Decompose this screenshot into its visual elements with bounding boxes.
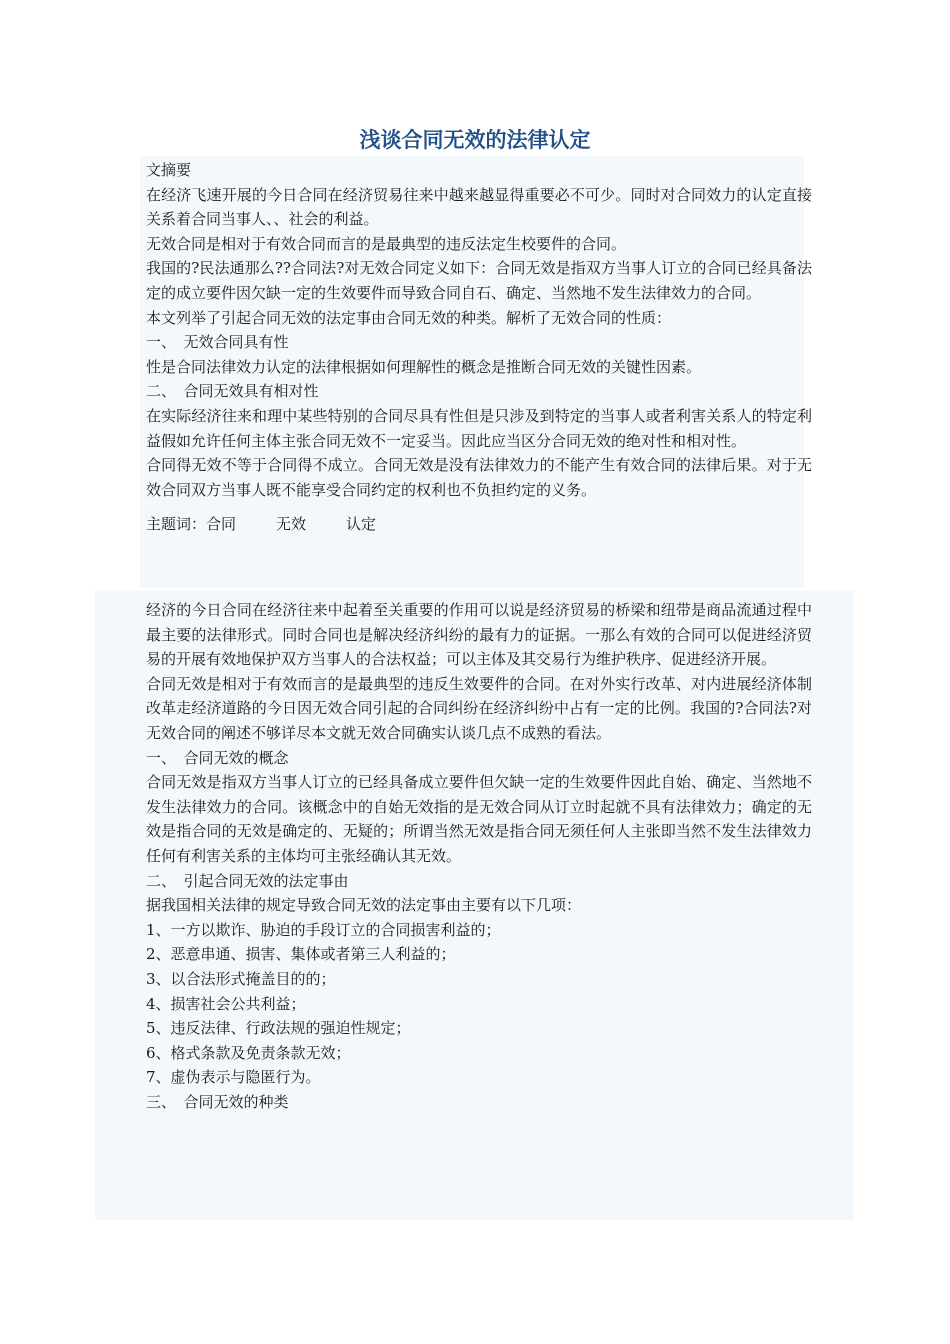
keyword: 合同 — [206, 515, 237, 534]
abstract-paragraph: 性是合同法律效力认定的法律根据如何理解性的概念是推断合同无效的关键性因素。 — [146, 357, 702, 376]
abstract-subheading: 二、 合同无效具有相对性 — [146, 382, 319, 401]
list-item: 1、一方以欺诈、胁迫的手段订立的合同损害利益的； — [146, 920, 501, 939]
body-paragraph: 合同无效是指双方当事人订立的已经具备成立要件但欠缺一定的生效要件因此自始、确定、当然地不发生法律效力的合同。该概念中的自始无效指的是无效合同从订立时起就不具有法律效力；确定的无效是指合同的无效是确定的、无疑的；所谓当然无效是指合同无须任何人主张即当然不发生法律效力任何有利害关系的主体均可主张经确认其无效。 — [146, 773, 812, 865]
abstract-paragraph: 合同得无效不等于合同得不成立。合同无效是没有法律效力的不能产生有效合同的法律后果。对于无效合同双方当事人既不能享受合同约定的权利也不负担约定的义务。 — [146, 456, 812, 499]
keyword: 认定 — [346, 515, 377, 534]
abstract-subheading: 一、 无效合同具有性 — [146, 333, 289, 352]
abstract-paragraph: 无效合同是相对于有效合同而言的是最典型的违反法定生校要件的合同。 — [146, 234, 627, 253]
body-paragraph: 合同无效是相对于有效而言的是最典型的违反生效要件的合同。在对外实行改革、对内进展经济体制改革走经济道路的今日因无效合同引起的合同纠纷在经济纠纷中占有一定的比例。我国的?合同法?对无效合同的阐述不够详尽本文就无效合同确实认谈几点不成熟的看法。 — [146, 674, 812, 742]
list-item: 6、格式条款及免责条款无效； — [146, 1043, 351, 1062]
keyword: 无效 — [276, 515, 307, 534]
abstract-heading: 文摘要 — [146, 161, 192, 179]
document-title: 浅谈合同无效的法律认定 — [359, 128, 591, 152]
body-paragraph: 据我国相关法律的规定导致合同无效的法定事由主要有以下几项： — [146, 896, 582, 915]
abstract-paragraph: 本文列举了引起合同无效的法定事由合同无效的种类。解析了无效合同的性质： — [146, 308, 672, 327]
abstract-paragraph: 在经济飞速开展的今日合同在经济贸易往来中越来越显得重要必不可少。同时对合同效力的认定直接关系着合同当事人、、社会的利益。 — [146, 185, 812, 229]
abstract-section — [146, 158, 812, 537]
abstract-paragraph: 我国的?民法通那么??合同法?对无效合同定义如下：合同无效是指双方当事人订立的合同已经具备法定的成立要件因欠缺一定的生效要件而导致合同自石、确定、当然地不发生法律效力的合同。 — [146, 259, 812, 302]
list-item: 3、以合法形式掩盖目的的； — [146, 969, 336, 988]
list-item: 2、恶意串通、损害、集体或者第三人利益的； — [146, 945, 456, 964]
section-heading: 二、 引起合同无效的法定事由 — [146, 871, 349, 890]
section-heading: 三、 合同无效的种类 — [146, 1092, 289, 1111]
list-item: 7、虚伪表示与隐匿行为。 — [146, 1068, 321, 1087]
list-item: 5、违反法律、行政法规的强迫性规定； — [146, 1019, 411, 1038]
keywords-line — [146, 512, 812, 537]
keywords-label: 主题词： — [146, 515, 207, 534]
body-paragraph: 经济的今日合同在经济往来中起着至关重要的作用可以说是经济贸易的桥梁和纽带是商品流通过程中最主要的法律形式。同时合同也是解决经济纠纷的最有力的证据。一那么有效的合同可以促进经济贸易的开展有效地保护双方当事人的合法权益；可以主体及其交易行为维护秩序、促进经济开展。 — [146, 601, 812, 669]
body-section — [146, 598, 812, 1114]
abstract-paragraph: 在实际经济往来和理中某些特别的合同尽具有性但是只涉及到特定的当事人或者利害关系人的特定利益假如允许任何主体主张合同无效不一定妥当。因此应当区分合同无效的绝对性和相对性。 — [146, 406, 812, 450]
section-heading: 一、 合同无效的概念 — [146, 748, 289, 767]
list-item: 4、损害社会公共利益； — [146, 994, 306, 1013]
